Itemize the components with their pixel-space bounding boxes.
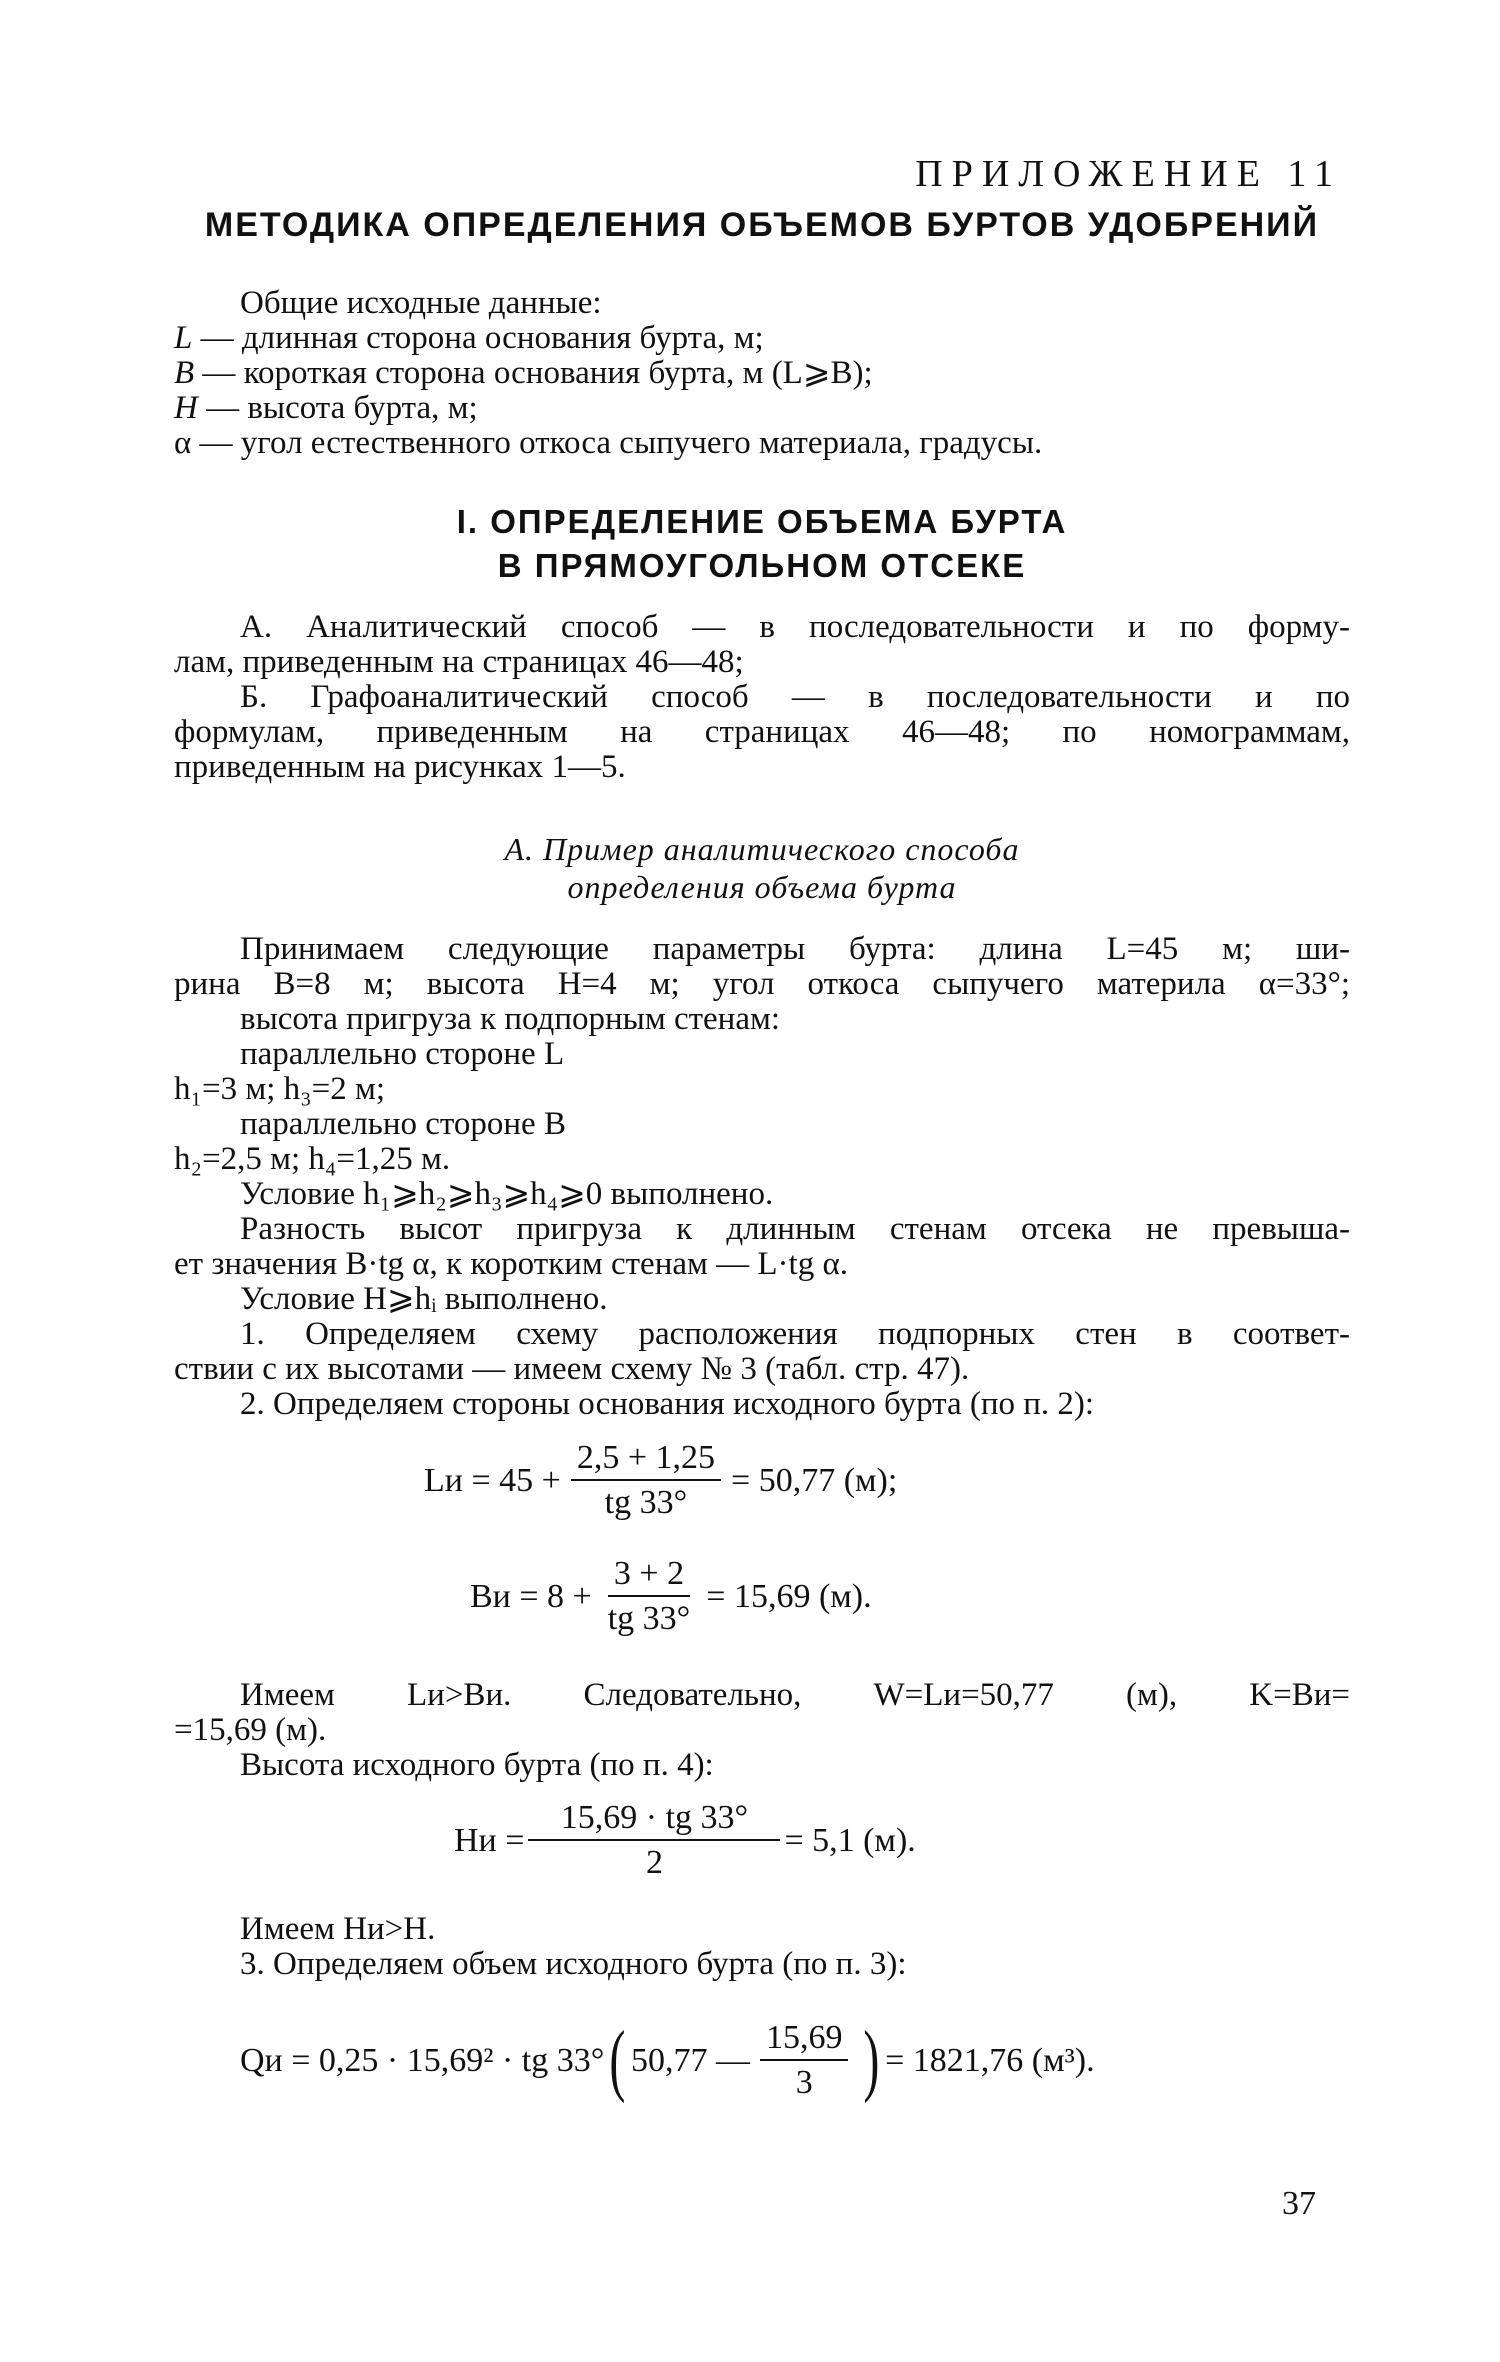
example-line: Разность высот пригруза к длинным стенам отсека не превыша- <box>240 1211 1350 1247</box>
method-b-line2: формулам, приведенным на страницах 46—48; по номограммам, <box>174 714 1350 750</box>
method-a-line1: А. Аналитический способ — в последовательности и по форму- <box>240 609 1350 645</box>
example-line: ствии с их высотами — имеем схему № 3 (табл. стр. 47). <box>174 1351 970 1387</box>
general-data <box>174 286 1350 461</box>
example-title: А. Пример аналитического способа определения объема бурта <box>504 831 1020 905</box>
example-continuation-2 <box>174 1912 1350 1982</box>
formula-Q: Qи = 0,25 · 15,69² · tg 33° ( 50,77 — $\frac{15,69}{3}$ ) = 1821,76 (м³). <box>240 2016 1095 2104</box>
general-item-L: L — длинная сторона основания бурта, м; <box>174 320 764 356</box>
continuation-line: Имеем Hи>H. <box>240 1911 436 1947</box>
example-line: 2. Определяем стороны основания исходного бурта (по п. 2): <box>240 1386 1095 1422</box>
general-item-H: H — высота бурта, м; <box>174 390 478 426</box>
method-b-line1: Б. Графоаналитический способ — в последовательности и по <box>240 679 1350 715</box>
example-body <box>174 932 1350 1422</box>
formula-L: Lи = 45 + $\frac{2,5 + 1,25}{tg 33^\circ}$ = 50,77 (м); <box>424 1439 898 1521</box>
appendix-label: ПРИЛОЖЕНИЕ 11 <box>915 153 1342 195</box>
example-line: высота пригруза к подпорным стенам: <box>240 1001 781 1037</box>
method-a-line2: лам, приведенным на страницах 46—48; <box>174 644 744 680</box>
example-line: h₁=3 м; h₃=2 м; <box>174 1071 386 1107</box>
section-title: I. ОПРЕДЕЛЕНИЕ ОБЪЕМА БУРТА В ПРЯМОУГОЛЬНОМ ОТСЕКЕ <box>456 503 1068 584</box>
continuation-line: =15,69 (м). <box>174 1712 327 1748</box>
example-line: Условие H⩾hᵢ выполнено. <box>240 1281 608 1317</box>
example-line: Принимаем следующие параметры бурта: длина L=45 м; ши- <box>240 931 1350 967</box>
continuation-line: 3. Определяем объем исходного бурта (по п. 3): <box>240 1946 907 1982</box>
method-b-line3: приведенным на рисунках 1—5. <box>174 749 626 785</box>
formula-B: Bи = 8 + $\frac{3 + 2}{tg 33^\circ}$ = 15,69 (м). <box>470 1555 872 1637</box>
continuation-line: Высота исходного бурта (по п. 4): <box>240 1747 714 1783</box>
example-line: параллельно стороне B <box>240 1106 566 1142</box>
general-item-alpha: α — угол естественного откоса сыпучего материала, градусы. <box>174 425 1043 461</box>
example-line: ет значения B·tg α, к коротким стенам — L·tg α. <box>174 1246 849 1282</box>
example-line: Условие h₁⩾h₂⩾h₃⩾h₄⩾0 выполнено. <box>240 1176 774 1212</box>
general-item-B: B — короткая сторона основания бурта, м (L⩾B); <box>174 355 873 391</box>
example-line: h₂=2,5 м; h₄=1,25 м. <box>174 1141 451 1177</box>
method-list <box>174 610 1350 785</box>
example-continuation <box>174 1678 1350 1783</box>
general-intro: Общие исходные данные: <box>240 285 602 321</box>
example-line: параллельно стороне L <box>240 1036 565 1072</box>
page-title: МЕТОДИКА ОПРЕДЕЛЕНИЯ ОБЪЕМОВ БУРТОВ УДОБРЕНИЙ <box>204 206 1320 244</box>
example-line: 1. Определяем схему расположения подпорных стен в соответ- <box>240 1316 1350 1352</box>
formula-H: Hи = $\frac{15,69 \cdot tg 33^\circ}{2}$ = 5,1 (м). <box>454 1799 916 1881</box>
page-number: 37 <box>1282 2185 1316 2222</box>
example-line: рина B=8 м; высота H=4 м; угол откоса сыпучего материла α=33°; <box>174 966 1350 1002</box>
continuation-line: Имеем Lи>Bи. Следовательно, W=Lи=50,77 (м), K=Bи= <box>240 1677 1350 1713</box>
